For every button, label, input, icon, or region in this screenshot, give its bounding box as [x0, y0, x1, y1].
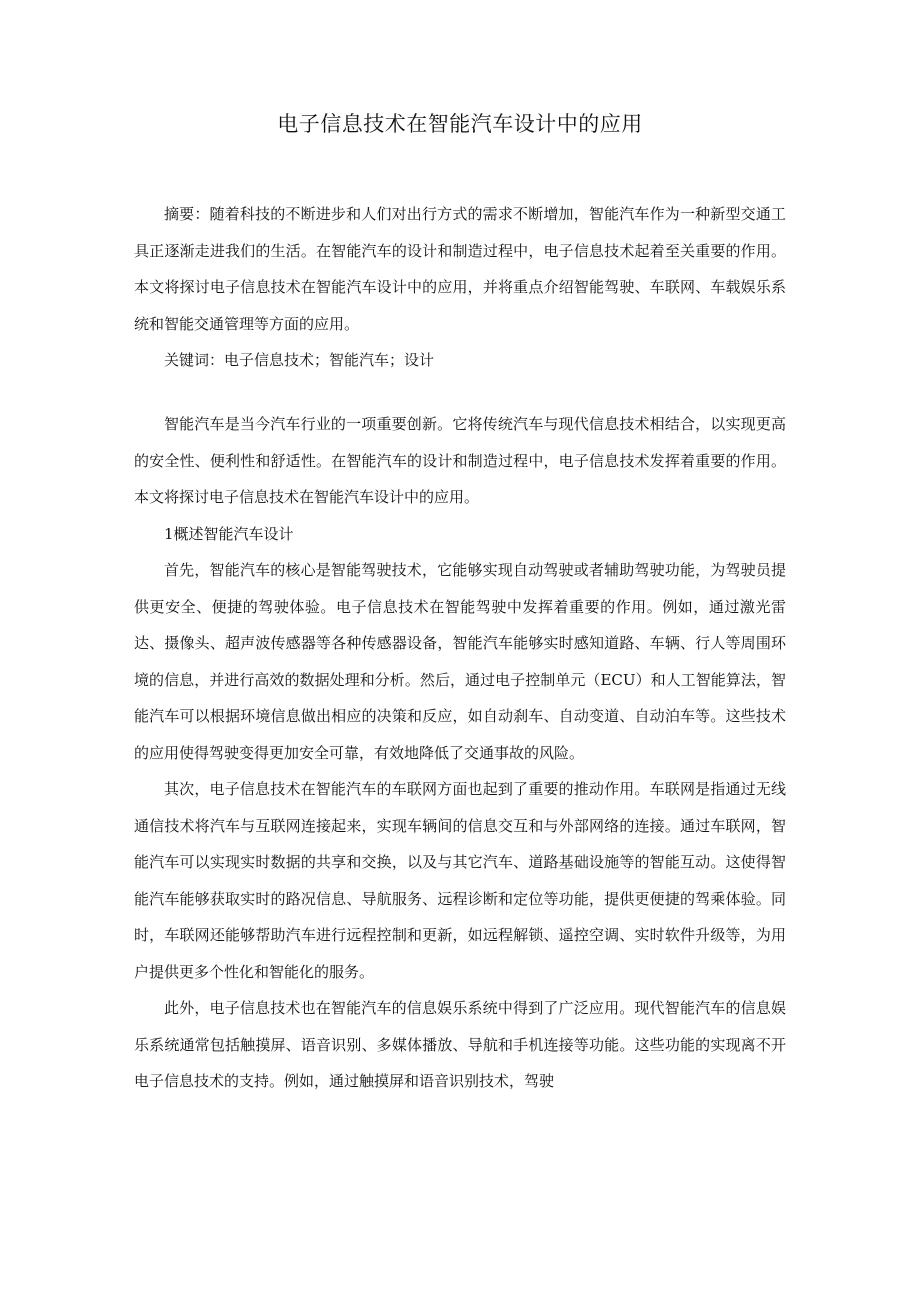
intro-paragraph: 智能汽车是当今汽车行业的一项重要创新。它将传统汽车与现代信息技术相结合，以实现更高的安全性、便利性和舒适性。在智能汽车的设计和制造过程中，电子信息技术发挥着重要的作用。本文将探讨电子信息技术在智能汽车设计中的应用。: [134, 415, 786, 506]
body-paragraph-3: 此外，电子信息技术也在智能汽车的信息娱乐系统中得到了广泛应用。现代智能汽车的信息娱乐系统通常包括触摸屏、语音识别、多媒体播放、导航和手机连接等功能。这些功能的实现离不开电子信息技术的支持。例如，通过触摸屏和语音识别技术，驾驶: [134, 999, 786, 1090]
body-paragraph-2: 其次，电子信息技术在智能汽车的车联网方面也起到了重要的推动作用。车联网是指通过无线通信技术将汽车与互联网连接起来，实现车辆间的信息交互和与外部网络的连接。通过车联网，智能汽车可以实现实时数据的共享和交换，以及与其它汽车、道路基础设施等的智能互动。这使得智能汽车能够获取实时的路况信息、导航服务、远程诊断和定位等功能，提供更便捷的驾乘体验。同时，车联网还能够帮助汽车进行远程控制和更新，如远程解锁、遥控空调、实时软件升级等，为用户提供更多个性化和智能化的服务。: [134, 780, 786, 981]
section-heading: 1概述智能汽车设计: [164, 524, 294, 543]
abstract-paragraph: 摘要：随着科技的不断进步和人们对出行方式的需求不断增加，智能汽车作为一种新型交通工具正逐渐走进我们的生活。在智能汽车的设计和制造过程中，电子信息技术起着至关重要的作用。本文将探讨电子信息技术在智能汽车设计中的应用，并将重点介绍智能驾驶、车联网、车载娱乐系统和智能交通管理等方面的应用。: [134, 205, 786, 333]
abstract-block: [134, 196, 786, 379]
main-body: [134, 406, 786, 1100]
body-paragraph-1: 首先，智能汽车的核心是智能驾驶技术，它能够实现自动驾驶或者辅助驾驶功能，为驾驶员提供更安全、便捷的驾驶体验。电子信息技术在智能驾驶中发挥着重要的作用。例如，通过激光雷达、摄像头、超声波传感器等各种传感器设备，智能汽车能够实时感知道路、车辆、行人等周围环境的信息，并进行高效的数据处理和分析。然后，通过电子控制单元（ECU）和人工智能算法，智能汽车可以根据环境信息做出相应的决策和反应，如自动刹车、自动变道、自动泊车等。这些技术的应用使得驾驶变得更加安全可靠，有效地降低了交通事故的风险。: [134, 561, 786, 762]
keywords-line: 关键词：电子信息技术；智能汽车；设计: [164, 351, 435, 369]
document-title: 电子信息技术在智能汽车设计中的应用: [277, 112, 643, 136]
